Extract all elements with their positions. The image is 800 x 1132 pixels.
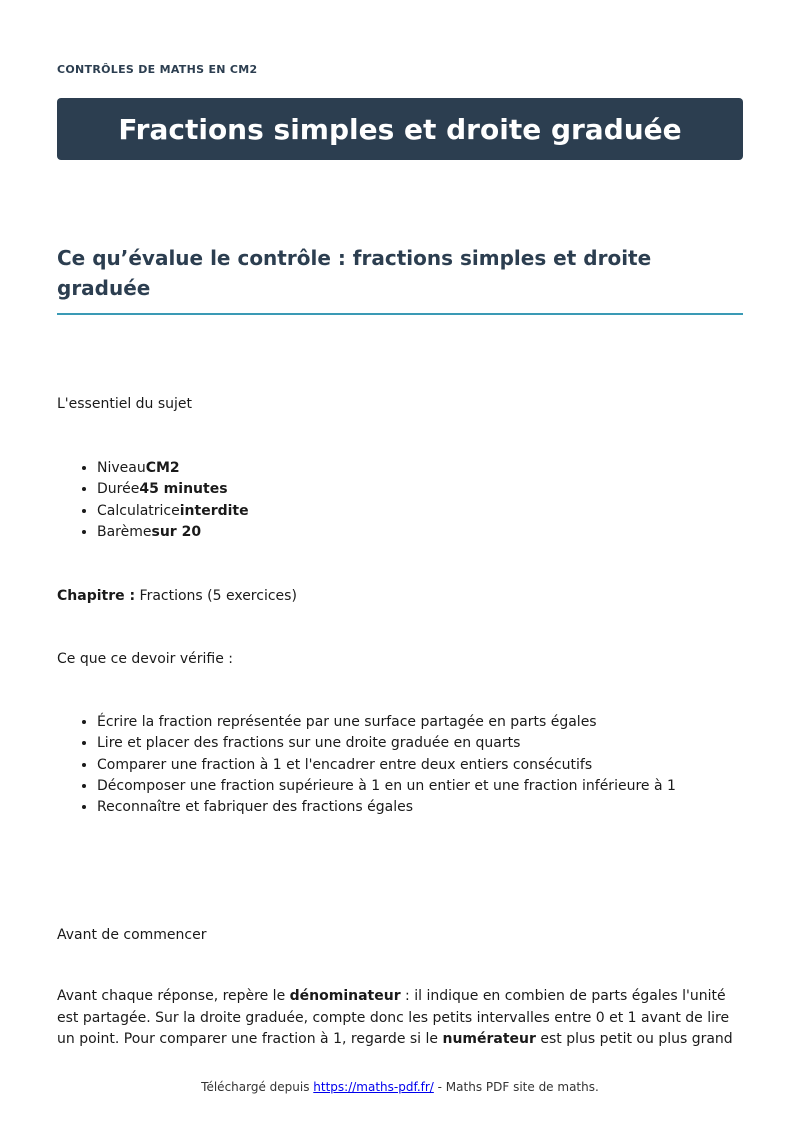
avant-heading: Avant de commencer [57, 927, 207, 943]
verifie-list [57, 712, 676, 818]
source-link[interactable]: https://maths-pdf.fr/ [313, 1080, 434, 1094]
list-item-calculatrice: • Calculatriceinterdite [97, 501, 249, 522]
list-item: • Décomposer une fraction supérieure à 1 en un entier et une fraction inférieure à 1 [97, 776, 676, 797]
document-kicker: CONTRÔLES DE MATHS EN CM2 [57, 63, 258, 76]
essentiel-list [57, 458, 249, 543]
list-item: • Écrire la fraction représentée par une surface partagée en parts égales [97, 712, 676, 733]
list-item: • Comparer une fraction à 1 et l'encadrer entre deux entiers consécutifs [97, 755, 676, 776]
list-item-duree: • Durée45 minutes [97, 479, 249, 500]
chapitre-line: Chapitre : Fractions (5 exercices) [57, 588, 297, 604]
section-heading: Ce qu’évalue le contrôle : fractions simples et droite graduée [57, 243, 743, 315]
verifie-heading: Ce que ce devoir vérifie : [57, 651, 234, 667]
essentiel-heading: L'essentiel du sujet [57, 396, 193, 412]
list-item-niveau: • NiveauCM2 [97, 458, 249, 479]
avant-paragraph: Avant chaque réponse, repère le dénominateur : il indique en combien de parts égales l'unité est partagée. Sur la droite graduée, compte donc les petits intervalles entre 0 et 1 avant de lire un point. Pour comparer une fraction à 1, regarde si le numérateur est plus petit ou plus grand [57, 988, 733, 1047]
list-item-bareme: • Barèmesur 20 [97, 522, 249, 543]
page-footer: Téléchargé depuis https://maths-pdf.fr/ - Maths PDF site de maths. [201, 1080, 599, 1094]
title-banner [57, 98, 743, 160]
page-title: Fractions simples et droite graduée [118, 112, 682, 146]
list-item: • Reconnaître et fabriquer des fractions égales [97, 797, 676, 818]
list-item: • Lire et placer des fractions sur une droite graduée en quarts [97, 733, 676, 754]
